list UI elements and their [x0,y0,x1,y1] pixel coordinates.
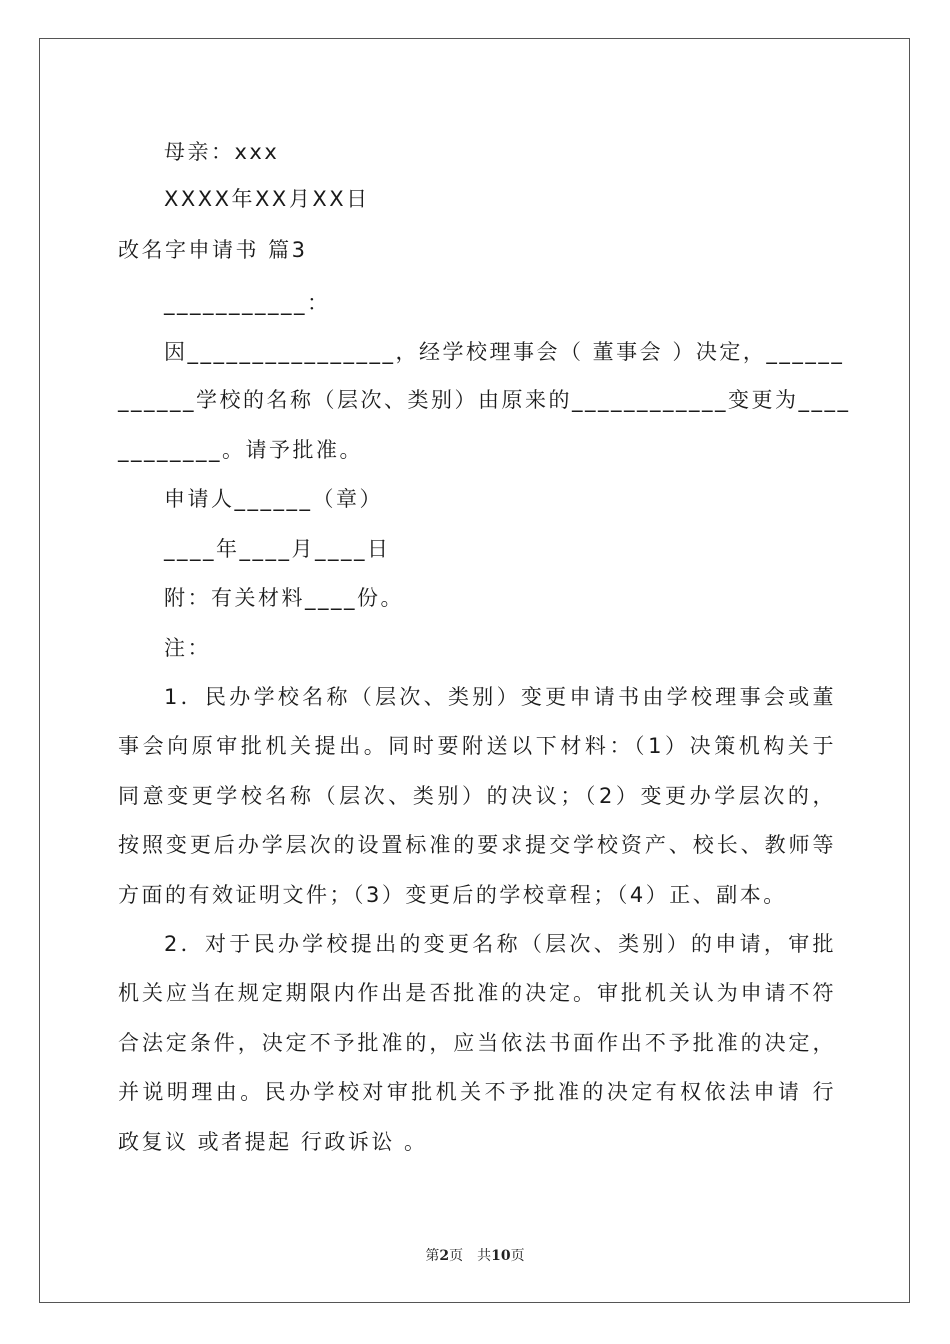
note-line: 机关应当在规定期限内作出是否批准的决定。审批机关认为申请不符 [118,981,836,1005]
footer-page-current: 2 [439,1248,450,1264]
note-line: 2．对于民办学校提出的变更名称（层次、类别）的申请，审批 [164,932,836,956]
note-line: 合法定条件，决定不予批准的，应当依法书面作出不予批准的决定， [118,1031,836,1055]
section-heading: 改名字申请书 篇3 [118,238,308,262]
note-line: 按照变更后办学层次的设置标准的要求提交学校资产、校长、教师等 [118,833,836,857]
footer-mid: 页 共 [449,1248,492,1264]
body-line: ______学校的名称（层次、类别）由原来的____________变更为____ [118,388,851,412]
body-line: ________。请予批准。 [118,438,363,462]
note-line: 政复议 或者提起 行政诉讼 。 [118,1130,428,1154]
note-line: 同意变更学校名称（层次、类别）的决议；（2）变更办学层次的， [118,784,836,808]
note-line: 1．民办学校名称（层次、类别）变更申请书由学校理事会或董 [164,685,836,709]
page-footer [0,1245,950,1265]
footer-page-total: 10 [491,1248,511,1264]
body-line: 因________________，经学校理事会（ 董事会 ）决定，______ [164,340,845,364]
applicant-line: 申请人______（章） [164,487,383,511]
salutation-line: ___________： [164,291,331,315]
mother-signature-line: 母亲：xxx [164,140,280,164]
date-line: XXXX年XX月XX日 [164,187,370,211]
note-line: 并说明理由。民办学校对审批机关不予批准的决定有权依法申请 行 [118,1080,836,1104]
footer-suffix: 页 [510,1248,525,1264]
note-line: 方面的有效证明文件；（3）变更后的学校章程；（4）正、副本。 [118,883,787,907]
attachment-line: 附：有关材料____份。 [164,586,404,610]
footer-prefix: 第 [425,1248,440,1264]
note-heading: 注： [164,636,211,660]
date-blank-line: ____年____月____日 [164,537,391,561]
page-border [39,38,910,1303]
note-line: 事会向原审批机关提出。同时要附送以下材料：（1）决策机构关于 [118,734,836,758]
